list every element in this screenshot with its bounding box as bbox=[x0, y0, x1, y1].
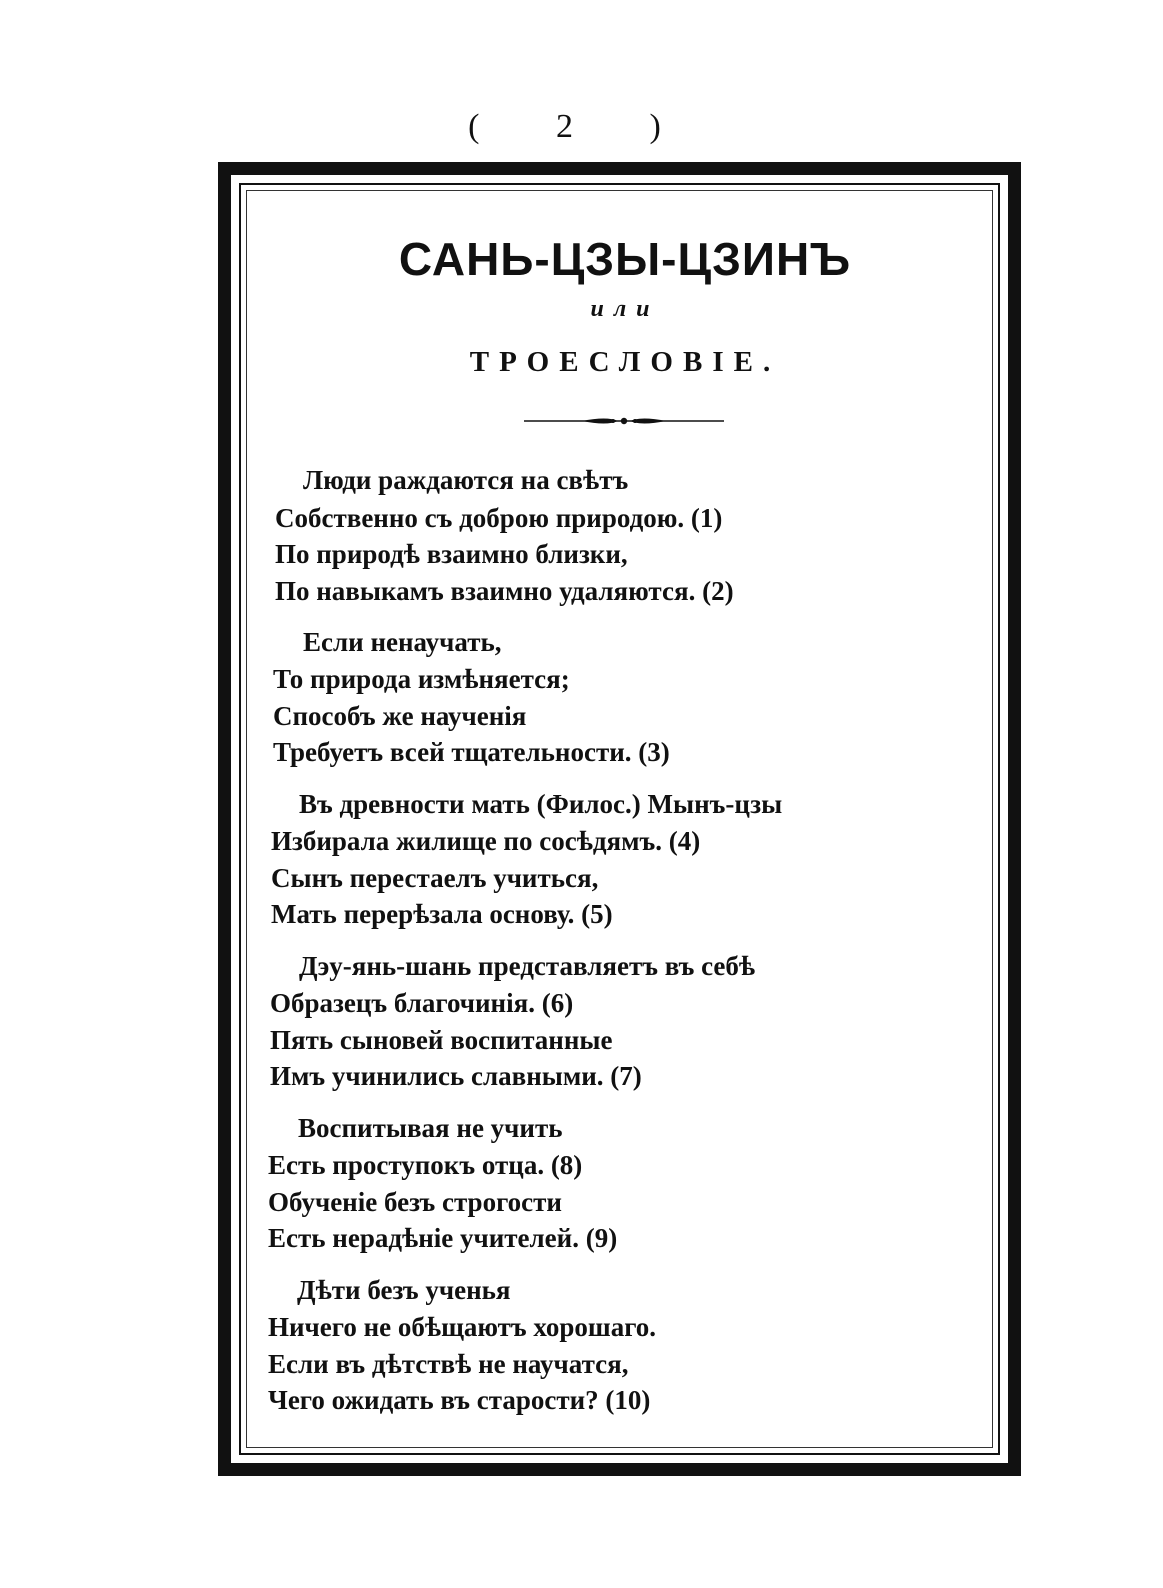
stanza-3-line-1: Въ древности мать (Филос.) Мынъ-цзы bbox=[299, 789, 783, 819]
page-number: ( 2 ) bbox=[468, 108, 695, 145]
stanza-6-line-1: Дѣти безъ ученья bbox=[297, 1275, 511, 1305]
stanza-2-line-3: Способъ же наученія bbox=[273, 701, 527, 731]
stanza-4-line-2: Образецъ благочинія. (6) bbox=[270, 988, 574, 1018]
stanza-2-line-4: Требуетъ всей тщательности. (3) bbox=[273, 737, 670, 767]
stanza-1-line-3: По природѣ взаимно близки, bbox=[275, 539, 628, 569]
stanza-6-line-2: Ничего не обѣщаютъ хорошаго. bbox=[268, 1312, 657, 1342]
subtitle-main: ТРОЕСЛОВІЕ. bbox=[469, 346, 781, 378]
stanza-1-line-1: Люди раждаются на свѣтъ bbox=[303, 465, 629, 495]
stanza-4-line-1: Дэу-янь-шань представляетъ въ себѣ bbox=[299, 951, 756, 981]
stanza-5-line-4: Есть нерадѣніе учителей. (9) bbox=[268, 1223, 618, 1253]
stanza-5-line-2: Есть проступокъ отца. (8) bbox=[268, 1150, 583, 1180]
stanza-3-line-3: Сынъ перестаелъ учиться, bbox=[271, 863, 599, 893]
stanza-3-line-4: Мать перерѣзала основу. (5) bbox=[271, 899, 613, 929]
stanza-5-line-3: Обученіе безъ строгости bbox=[268, 1187, 562, 1217]
stanza-2-line-2: То природа измѣняется; bbox=[273, 664, 570, 694]
stanza-4-line-4: Имъ учинились славными. (7) bbox=[270, 1061, 642, 1091]
stanza-1-line-4: По навыкамъ взаимно удаляются. (2) bbox=[275, 576, 734, 606]
stanza-1-line-2: Собственно съ доброю природою. (1) bbox=[275, 503, 723, 533]
subtitle-or: или bbox=[590, 296, 660, 322]
stanza-5-line-1: Воспитывая не учить bbox=[298, 1113, 563, 1143]
stanza-6-line-3: Если въ дѣтствѣ не научатся, bbox=[268, 1349, 629, 1379]
stanza-3-line-2: Избирала жилище по сосѣдямъ. (4) bbox=[271, 826, 701, 856]
page-title: САНЬ-ЦЗЫ-ЦЗИНЪ bbox=[398, 233, 852, 285]
stanza-6-line-4: Чего ожидать въ старости? (10) bbox=[268, 1385, 651, 1415]
stanza-2-line-1: Если ненаучать, bbox=[303, 627, 502, 657]
stanza-4-line-3: Пять сыновей воспитанные bbox=[270, 1025, 613, 1055]
